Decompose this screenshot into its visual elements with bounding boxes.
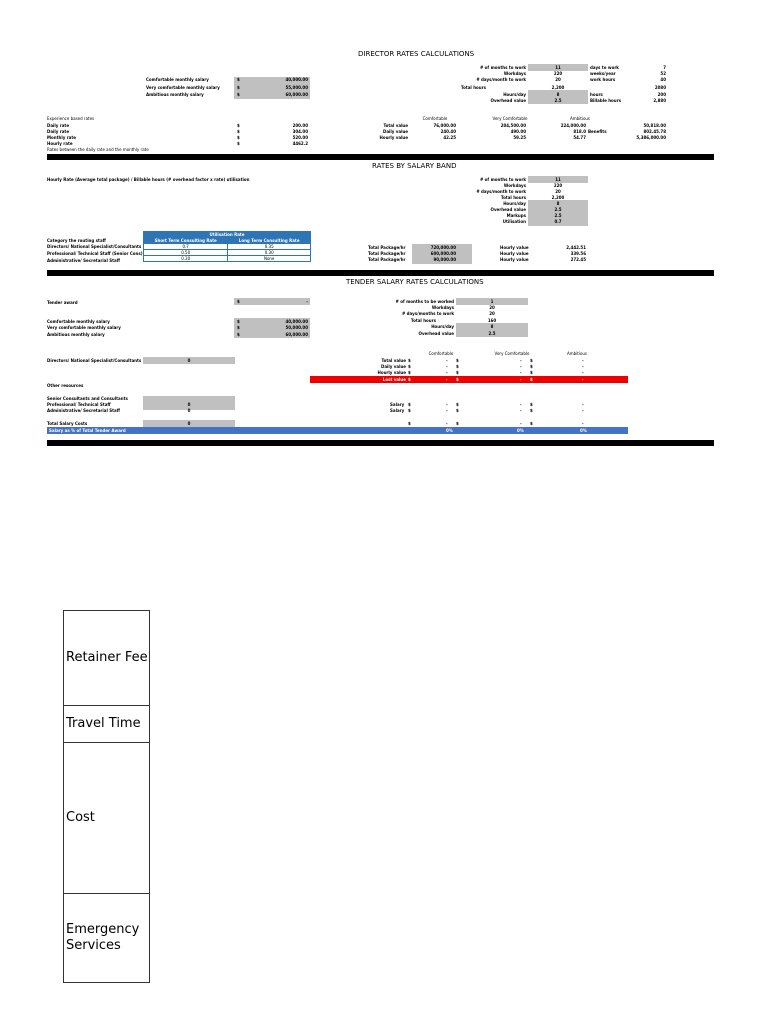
currency-symbol: $ xyxy=(237,319,240,324)
tender-value-dash: - xyxy=(446,370,448,375)
currency-symbol: $ xyxy=(237,325,240,330)
currency-symbol: $ xyxy=(237,299,240,304)
currency-symbol: $ xyxy=(408,364,411,369)
months-to-work-label: # of months to work xyxy=(479,65,526,70)
tender-salary-title: TENDER SALARY RATES CALCULATIONS xyxy=(346,278,484,286)
util-cell[interactable]: 0.35 xyxy=(228,244,311,250)
band-hours-per-day-value[interactable]: 8 xyxy=(556,201,560,206)
salary-label: Salary xyxy=(390,408,405,413)
salary-label: Salary xyxy=(390,402,405,407)
hourly-value: 272.45 xyxy=(570,257,586,262)
experience-rate-label: Hourly rate xyxy=(47,141,73,146)
total-package-label: Total Package/hr xyxy=(368,257,406,262)
tender-value-dash: - xyxy=(520,377,522,382)
comfortable-hourly: 42.25 xyxy=(443,135,456,140)
tender-value-dash: - xyxy=(446,377,448,382)
tender-workdays-value: 20 xyxy=(489,305,495,310)
currency-symbol: $ xyxy=(530,370,533,375)
currency-symbol: $ xyxy=(456,402,459,407)
currency-symbol: $ xyxy=(530,408,533,413)
cost-row-label: Cost xyxy=(66,810,95,825)
cost-row-label: Travel Time xyxy=(66,716,141,731)
other-resources-label: Other resources xyxy=(47,383,84,388)
util-row-label: Administrative/ Secretarial Staff xyxy=(47,258,120,263)
workdays-value: 220 xyxy=(553,71,563,76)
tender-value-dash: - xyxy=(520,370,522,375)
experience-rate-label: Daily rate xyxy=(47,123,70,128)
comfortable-total: 76,000.00 xyxy=(433,123,456,128)
util-cell[interactable]: 0.30 xyxy=(228,250,311,256)
band-markups-label: Markups xyxy=(506,213,526,218)
months-to-work-value[interactable]: 11 xyxy=(555,65,561,70)
hourly-value-label: Hourly value xyxy=(379,135,408,140)
tender-hours-per-day-value[interactable]: 8 xyxy=(490,324,494,329)
tender-value-dash: - xyxy=(582,377,584,382)
util-cell[interactable]: 0.50 xyxy=(144,250,228,256)
tender-value-dash: - xyxy=(582,358,584,363)
tender-value-dash: - xyxy=(520,408,522,413)
category-label: Category the routing staff xyxy=(47,238,106,243)
tender-value-dash: - xyxy=(446,408,448,413)
tender-value-dash: - xyxy=(582,364,584,369)
total-package-value[interactable]: 600,000.00 xyxy=(430,251,456,256)
currency-symbol: $ xyxy=(456,377,459,382)
tender-total-hours-value: 160 xyxy=(487,318,497,323)
currency-symbol: $ xyxy=(456,370,459,375)
tender-value-dash: - xyxy=(582,421,584,426)
benefits-value: 5,386,000.00 xyxy=(636,135,666,140)
experience-rate-value: 520.00 xyxy=(292,135,308,140)
billable-hours-value: 2,880 xyxy=(653,98,666,103)
total-hours-value: 2,200 xyxy=(551,85,565,90)
hours-per-day-value[interactable]: 8 xyxy=(556,92,560,97)
ambitious-hourly: 54.77 xyxy=(573,135,586,140)
cost-row-emergency-services xyxy=(64,894,149,982)
band-months-value[interactable]: 11 xyxy=(555,177,561,182)
senior-consultants-label: Senior Consultants and Consultants Professional/ Technical Staff xyxy=(47,396,128,407)
currency-symbol: $ xyxy=(237,135,240,140)
cost-row-label: Retainer Fee xyxy=(66,650,148,665)
util-row-label: Directors/ National Specialist/Consultants xyxy=(47,244,142,249)
tender-value-dash: - xyxy=(582,402,584,407)
salary-percent-very-comfortable: 0% xyxy=(517,428,524,433)
comfortable-daily: 240.40 xyxy=(440,129,456,134)
hourly-value: 2,442.51 xyxy=(566,245,586,250)
total-salary-count: 0 xyxy=(187,421,191,426)
hours-value: 200 xyxy=(657,92,666,97)
directors-count[interactable]: 0 xyxy=(187,358,191,363)
cost-row-label: Emergency Services xyxy=(66,922,140,953)
currency-symbol: $ xyxy=(408,421,411,426)
days-to-work-value: 7 xyxy=(663,65,666,70)
band-utilisation-label: Utilisation xyxy=(502,219,526,224)
tender-very-comfortable-value[interactable]: 50,000.00 xyxy=(285,325,308,330)
tender-value-dash: - xyxy=(446,364,448,369)
tender-overhead-label: Overhead value xyxy=(418,331,454,336)
currency-symbol: $ xyxy=(237,332,240,337)
tender-months-value[interactable]: 1 xyxy=(490,299,494,304)
ambitious-daily: 818.0 xyxy=(573,129,586,134)
section-divider xyxy=(47,270,714,276)
benefits-value: 50,818.00 xyxy=(643,123,666,128)
overhead-value[interactable]: 2.5 xyxy=(554,98,562,103)
admin-staff-count[interactable]: 0 xyxy=(187,408,191,413)
cost-row-retainer-fee xyxy=(64,611,149,706)
col-head-comfortable: Comfortable xyxy=(422,116,448,121)
director-rates-title: DIRECTOR RATES CALCULATIONS xyxy=(358,50,475,58)
tender-comfortable-label: Comfortable monthly salary xyxy=(47,319,110,324)
overhead-value-label: Overhead value xyxy=(490,98,526,103)
band-days-per-month-label: # days/month to work xyxy=(476,189,526,194)
days-to-work-label: days to work xyxy=(590,65,619,70)
experience-note: Rates between the daily rate and the monthly rate xyxy=(47,147,149,152)
tender-value-dash: - xyxy=(446,421,448,426)
util-cell[interactable]: None xyxy=(228,256,311,262)
very-comfortable-hourly: 59.25 xyxy=(513,135,526,140)
work-hours-value: 40 xyxy=(660,77,666,82)
salary-percent-ambitious: 0% xyxy=(580,428,587,433)
currency-symbol: $ xyxy=(237,129,240,134)
cost-row-travel-time xyxy=(64,706,149,743)
currency-symbol: $ xyxy=(408,408,411,413)
band-workdays-label: Workdays xyxy=(503,183,526,188)
band-utilisation-value[interactable]: 0.7 xyxy=(554,219,562,224)
year-hours-value: 2080 xyxy=(654,85,666,90)
currency-symbol: $ xyxy=(530,402,533,407)
ambitious-total: 224,000.00 xyxy=(560,123,586,128)
experience-rate-value: 304.00 xyxy=(292,129,308,134)
util-col-long-term: Long Term Consulting Rate xyxy=(228,238,311,244)
very-comfortable-salary-label: Very comfortable monthly salary xyxy=(146,85,220,90)
very-comfortable-daily: 490.00 xyxy=(510,129,526,134)
benefits-label: Benefits xyxy=(588,129,607,134)
salary-percent-row xyxy=(47,427,628,434)
tender-value-dash: - xyxy=(582,370,584,375)
tender-value-dash: - xyxy=(520,364,522,369)
util-col-short-term: Short Term Consulting Rate xyxy=(144,238,228,244)
currency-symbol: $ xyxy=(456,364,459,369)
currency-symbol: $ xyxy=(456,358,459,363)
salary-percent-label: Salary as % of Total Tender Award xyxy=(49,428,126,433)
benefits-value: 802.45.78 xyxy=(643,129,666,134)
section-divider xyxy=(47,440,714,446)
currency-symbol: $ xyxy=(237,141,240,146)
tender-overhead-value[interactable]: 2.5 xyxy=(488,331,496,336)
currency-symbol: $ xyxy=(237,77,240,82)
tender-hours-per-day-label: Hours/day xyxy=(431,324,454,329)
tender-hourly-value-label: Hourly value xyxy=(377,370,406,375)
total-package-label: Total Package/hr xyxy=(368,245,406,250)
hours-label: hours xyxy=(590,92,603,97)
currency-symbol: $ xyxy=(237,92,240,97)
workdays-label: Workdays xyxy=(503,71,526,76)
tender-col-ambitious: Ambitious xyxy=(566,351,588,356)
hourly-value-label: Hourly value xyxy=(500,245,529,250)
experience-rates-header: Experience based rates xyxy=(47,116,95,121)
billable-hours-label: Billable hours xyxy=(590,98,621,103)
currency-symbol: $ xyxy=(408,402,411,407)
comfortable-salary-value[interactable]: 40,000.00 xyxy=(285,77,308,82)
tender-award-value[interactable]: - xyxy=(306,299,308,304)
experience-rate-value: 200.00 xyxy=(292,123,308,128)
tender-workdays-label: Workdays xyxy=(431,305,454,310)
hours-per-day-label: Hours/day xyxy=(503,92,526,97)
currency-symbol: $ xyxy=(408,370,411,375)
band-total-hours-label: Total hours xyxy=(500,195,526,200)
tender-value-dash: - xyxy=(520,358,522,363)
tender-award-label: Tender award xyxy=(47,300,78,305)
band-markups-value[interactable]: 2.5 xyxy=(554,213,562,218)
currency-symbol: $ xyxy=(408,377,411,382)
currency-symbol: $ xyxy=(530,377,533,382)
section-divider xyxy=(47,154,714,160)
tender-col-very-comfortable: Very Comfortable xyxy=(494,351,530,356)
comfortable-salary-label: Comfortable monthly salary xyxy=(146,77,209,82)
experience-rate-value: 4462.2 xyxy=(292,141,308,146)
currency-symbol: $ xyxy=(456,408,459,413)
tender-total-hours-label: Total hours xyxy=(410,318,436,323)
experience-rate-label: Monthly rate xyxy=(47,135,77,140)
currency-symbol: $ xyxy=(456,421,459,426)
col-head-ambitious: Ambitious xyxy=(569,116,591,121)
days-per-month-value: 20 xyxy=(555,77,561,82)
weeks-per-year-label: weeks/year xyxy=(590,71,616,76)
total-salary-costs-label: Total Salary Costs xyxy=(47,421,88,426)
currency-symbol: $ xyxy=(530,358,533,363)
very-comfortable-total: 204,500.00 xyxy=(500,123,526,128)
tender-value-dash: - xyxy=(520,402,522,407)
weeks-per-year-value: 52 xyxy=(660,71,666,76)
directors-label: Directors/ National Specialist/Consultants xyxy=(47,358,142,363)
band-days-per-month-value: 20 xyxy=(555,189,561,194)
hourly-value-label: Hourly value xyxy=(500,251,529,256)
col-head-very-comfortable: Very Comfortable xyxy=(492,116,528,121)
util-cell[interactable]: 0.7 xyxy=(144,244,228,250)
tender-very-comfortable-label: Very comfortable monthly salary xyxy=(47,325,121,330)
admin-staff-label: Administrative/ Secretarial Staff xyxy=(47,408,120,413)
total-value-label: Total value xyxy=(383,123,408,128)
cost-items-table xyxy=(63,610,150,983)
tender-daily-value-label: Daily value xyxy=(381,364,406,369)
currency-symbol: $ xyxy=(530,364,533,369)
tender-ambitious-value[interactable]: 60,000.00 xyxy=(285,332,308,337)
tender-value-dash: - xyxy=(520,421,522,426)
senior-consultants-count[interactable]: 0 xyxy=(187,402,191,407)
band-overhead-label: Overhead value xyxy=(490,207,526,212)
tender-months-label: # of months to be worked xyxy=(395,299,454,304)
tender-comfortable-value[interactable]: 40,000.00 xyxy=(285,319,308,324)
days-per-month-label: # days/month to work xyxy=(476,77,526,82)
very-comfortable-salary-value[interactable]: 55,000.00 xyxy=(285,85,308,90)
hourly-value: 339.56 xyxy=(570,251,586,256)
tender-total-value-label: Total value xyxy=(381,358,406,363)
rates-by-salary-band-title: RATES BY SALARY BAND xyxy=(372,162,457,170)
tender-ambitious-label: Ambitious monthly salary xyxy=(47,332,105,337)
util-table-title: Utilisation Rate xyxy=(144,232,311,238)
currency-symbol: $ xyxy=(237,85,240,90)
tender-days-value: 20 xyxy=(489,311,495,316)
salary-percent-comfortable: 0% xyxy=(446,428,453,433)
ambitious-salary-value[interactable]: 60,000.00 xyxy=(285,92,308,97)
tender-value-dash: - xyxy=(446,402,448,407)
tender-lost-value-label: Lost value xyxy=(382,377,406,382)
total-hours-label: Total hours xyxy=(460,85,486,90)
hourly-value-label: Hourly value xyxy=(500,257,529,262)
experience-rate-label: Daily rate xyxy=(47,129,70,134)
tender-days-label: # days/months to work xyxy=(401,311,454,316)
total-package-label: Total Package/hr xyxy=(368,251,406,256)
total-package-value[interactable]: 720,000.00 xyxy=(430,245,456,250)
currency-symbol: $ xyxy=(408,358,411,363)
band-total-hours-value: 2,200 xyxy=(551,195,565,200)
total-package-value[interactable]: 90,000.00 xyxy=(433,257,456,262)
daily-value-label: Daily value xyxy=(383,129,408,134)
tender-col-comfortable: Comfortable xyxy=(428,351,454,356)
cost-row-cost xyxy=(64,743,149,894)
band-workdays-value: 220 xyxy=(553,183,563,188)
band-overhead-value[interactable]: 2.5 xyxy=(554,207,562,212)
ambitious-salary-label: Ambitious monthly salary xyxy=(146,92,204,97)
utilisation-rate-table xyxy=(143,231,311,262)
band-hours-per-day-label: Hours/day xyxy=(503,201,526,206)
hourly-rate-formula: Hourly Rate (Average total package) / Billable hours (# overhead factor x rate) utilisation xyxy=(47,177,250,182)
util-cell[interactable]: 0.30 xyxy=(144,256,228,262)
tender-value-dash: - xyxy=(582,408,584,413)
work-hours-label: work hours xyxy=(590,77,616,82)
currency-symbol: $ xyxy=(530,421,533,426)
band-months-label: # of months to work xyxy=(479,177,526,182)
tender-value-dash: - xyxy=(446,358,448,363)
util-row-label: Professional/ Technical Staff (Senior Cons) xyxy=(47,251,143,256)
currency-symbol: $ xyxy=(237,123,240,128)
